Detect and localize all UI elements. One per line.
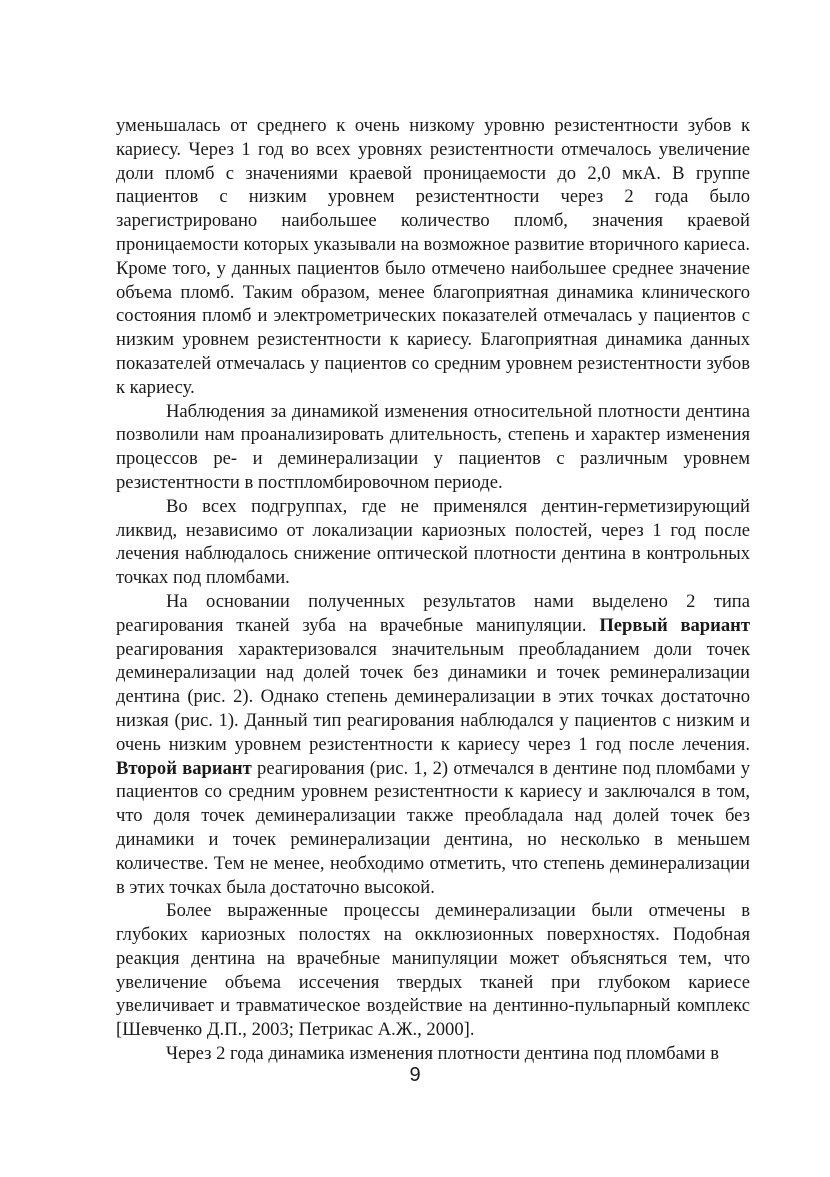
- second-variant-term: Второй вариант: [116, 757, 252, 779]
- body-text: [116, 114, 750, 1066]
- paragraph-2: Наблюдения за динамикой изменения относительной плотности дентина позволили нам проанализировать длительность, степень и характер изменения процессов ре- и деминерализации у пациентов с различным уровнем резистентности в постпломбировочном периоде.: [116, 400, 750, 493]
- paragraph-4-text: На основании полученных результатов нами выделено 2 типа реагирования тканей зуба на врачебные манипуляции.: [116, 590, 750, 636]
- paragraph-4: [116, 590, 750, 899]
- paragraph-4-text: реагирования характеризовался значительным преобладанием доли точек деминерализации над долей точек без динамики и точек реминерализации дентина (рис. 2). Однако степень деминерализации в этих точках достаточно низкая (рис. 1). Данный тип реагирования наблюдался у пациентов с низким и очень низким уровнем резистентности к кариесу через 1 год после лечения.: [116, 638, 750, 755]
- paragraph-4-text: реагирования (рис. 1, 2) отмечался в дентине под пломбами у пациентов со средним уровнем резистентности к кариесу и заключался в том, что доля точек деминерализации также преобладала над долей точек без динамики и точек реминерализации дентина, но несколько в меньшем количестве. Тем не менее, необходимо отметить, что степень деминерализации в этих точках была достаточно высокой.: [116, 757, 750, 898]
- first-variant-term: Первый вариант: [599, 614, 751, 636]
- paragraph-3: Во всех подгруппах, где не применялся дентин-герметизирующий ликвид, независимо от локализации кариозных полостей, через 1 год после лечения наблюдалось снижение оптической плотности дентина в контрольных точках под пломбами.: [116, 495, 750, 589]
- paragraph-1: уменьшалась от среднего к очень низкому уровню резистентности зубов к кариесу. Через 1 год во всех уровнях резистентности отмечалось увеличение доли пломб с значениями краевой проницаемости до 2,0 мкА. В группе пациентов с низким уровнем резистентности через 2 года было зарегистрировано наибольшее количество пломб, значения краевой проницаемости которых указывали на возможное развитие вторичного кариеса. Кроме того, у данных пациентов было отмечено наибольшее среднее значение объема пломб. Таким образом, менее благоприятная динамика клинического состояния пломб и электрометрических показателей отмечалась у пациентов с низким уровнем резистентности к кариесу. Благоприятная динамика данных показателей отмечалась у пациентов со средним уровнем резистентности зубов к кариесу.: [116, 115, 750, 398]
- paragraph-5: Более выраженные процессы деминерализации были отмечены в глубоких кариозных полостях на окклюзионных поверхностях. Подобная реакция дентина на врачебные манипуляции может объясняться тем, что увеличение объема иссечения твердых тканей при глубоком кариесе увеличивает и травматическое воздействие на дентинно-пульпарный комплекс [Шевченко Д.П., 2003; Петрикас А.Ж., 2000].: [116, 900, 750, 1041]
- paragraph-6: Через 2 года динамика изменения плотности дентина под пломбами в: [166, 1043, 719, 1065]
- page-number: 9: [409, 1064, 421, 1086]
